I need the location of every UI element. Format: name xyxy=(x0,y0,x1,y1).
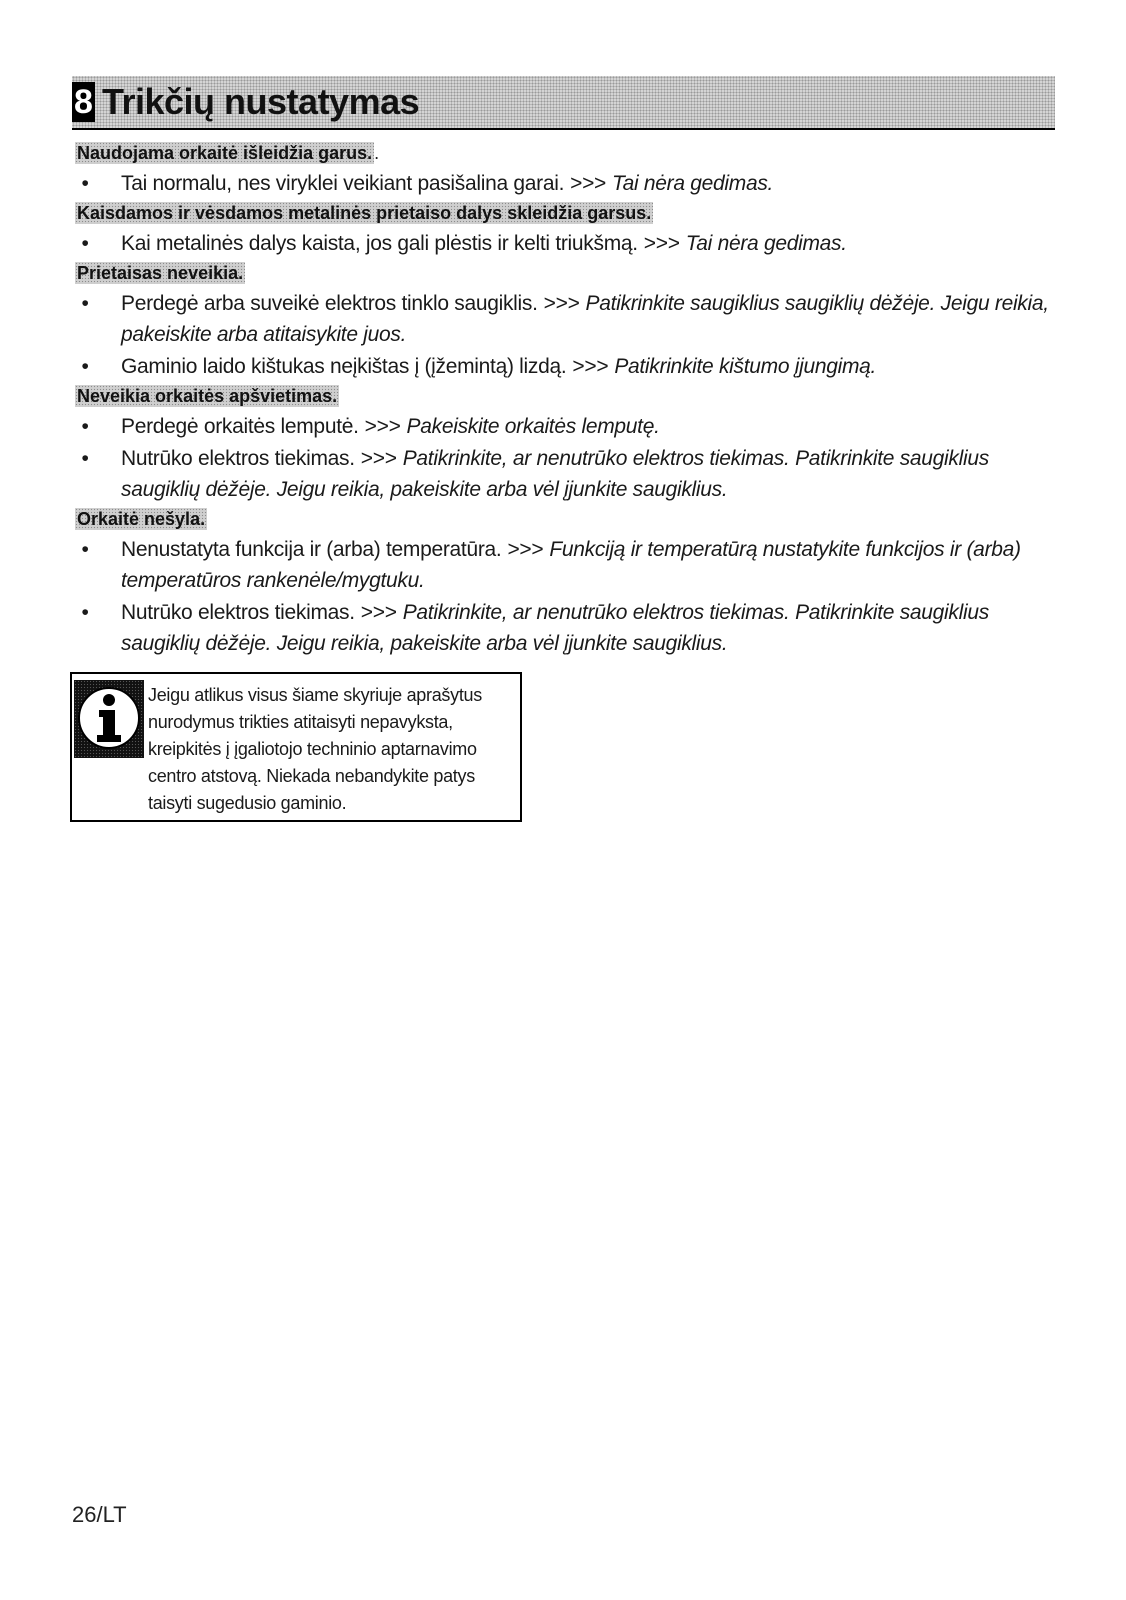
cause-text: Tai normalu, nes viryklei veikiant pasišalina garai. xyxy=(121,172,565,195)
heading-trail: . xyxy=(374,143,380,163)
bullet: • xyxy=(81,172,89,195)
info-line: Jeigu atlikus visus šiame skyriuje aprašytus xyxy=(148,685,482,705)
info-text xyxy=(148,682,518,817)
bullet: • xyxy=(81,232,89,255)
troubleshooting-content xyxy=(75,140,1055,660)
arrow-symbol: >>> xyxy=(507,538,544,561)
section-light xyxy=(75,383,1055,505)
section-steam xyxy=(75,140,1055,199)
section-metal-noise xyxy=(75,200,1055,259)
info-line: taisyti sugedusio gaminio. xyxy=(148,793,347,813)
page-number: 26/LT xyxy=(72,1502,127,1527)
info-line: nurodymus trikties atitaisyti nepavyksta, xyxy=(148,712,453,732)
cause-text: Kai metalinės dalys kaista, jos gali plėstis ir kelti triukšmą. xyxy=(121,232,638,255)
section-not-heating xyxy=(75,506,1055,659)
remedy-text: Tai nėra gedimas. xyxy=(685,232,847,255)
cause-text: Gaminio laido kištukas neįkištas į (įžemintą) lizdą. xyxy=(121,355,567,378)
remedy-text: Patikrinkite, ar nenutrūko elektros tiekimas. Patikrinkite saugiklius saugiklių dėžėje. Jeigu reikia, pakeiskite arba vėl įjunkite saugiklius. xyxy=(121,447,989,501)
bullet: • xyxy=(81,447,89,470)
info-line: centro atstovą. Niekada nebandykite patys xyxy=(148,766,475,786)
remedy-text: Patikrinkite saugiklius saugiklių dėžėje. Jeigu reikia, pakeiskite arba atitaisykite juos. xyxy=(121,292,1049,346)
cause-text: Nutrūko elektros tiekimas. xyxy=(121,447,355,470)
section-not-working xyxy=(75,260,1055,382)
remedy-text: Patikrinkite, ar nenutrūko elektros tiekimas. Patikrinkite saugiklius saugiklių dėžėje. Jeigu reikia, pakeiskite arba vėl įjunkite saugiklius. xyxy=(121,601,989,655)
section-heading: Naudojama orkaitė išleidžia garus. xyxy=(77,143,373,163)
arrow-symbol: >>> xyxy=(570,172,607,195)
section-heading: Prietaisas neveikia. xyxy=(77,263,244,283)
bullet: • xyxy=(81,415,89,438)
list-item xyxy=(75,534,1055,596)
section-heading: Neveikia orkaitės apšvietimas. xyxy=(77,386,338,406)
chapter-title-bar xyxy=(72,76,1055,130)
bullet: • xyxy=(81,538,89,561)
info-icon xyxy=(74,680,144,758)
bullet: • xyxy=(81,355,89,378)
list-item xyxy=(75,411,1055,442)
remedy-text: Pakeiskite orkaitės lemputę. xyxy=(406,415,660,438)
bullet: • xyxy=(81,292,89,315)
list-item xyxy=(75,351,1055,382)
info-note-box xyxy=(70,672,522,822)
remedy-text: Tai nėra gedimas. xyxy=(612,172,774,195)
cause-text: Nutrūko elektros tiekimas. xyxy=(121,601,355,624)
remedy-text: Patikrinkite kištumo įjungimą. xyxy=(614,355,877,378)
list-item xyxy=(75,168,1055,199)
arrow-symbol: >>> xyxy=(572,355,609,378)
section-heading: Kaisdamos ir vėsdamos metalinės prietaiso dalys skleidžia garsus. xyxy=(77,203,652,223)
arrow-symbol: >>> xyxy=(543,292,580,315)
list-item xyxy=(75,288,1055,350)
chapter-number: 8 xyxy=(72,82,95,122)
chapter-title: Trikčių nustatymas xyxy=(102,81,420,122)
arrow-symbol: >>> xyxy=(360,447,397,470)
cause-text: Perdegė orkaitės lemputė. xyxy=(121,415,359,438)
list-item xyxy=(75,443,1055,505)
arrow-symbol: >>> xyxy=(364,415,401,438)
bullet: • xyxy=(81,601,89,624)
info-line: kreipkitės į įgaliotojo techninio aptarnavimo xyxy=(148,739,477,759)
section-heading: Orkaitė nešyla. xyxy=(77,509,206,529)
cause-text: Perdegė arba suveikė elektros tinklo saugiklis. xyxy=(121,292,538,315)
cause-text: Nenustatyta funkcija ir (arba) temperatūra. xyxy=(121,538,502,561)
list-item xyxy=(75,228,1055,259)
remedy-text: Funkciją ir temperatūrą nustatykite funkcijos ir (arba) temperatūros rankenėle/mygtuku. xyxy=(121,538,1021,592)
arrow-symbol: >>> xyxy=(643,232,680,255)
list-item xyxy=(75,597,1055,659)
arrow-symbol: >>> xyxy=(360,601,397,624)
